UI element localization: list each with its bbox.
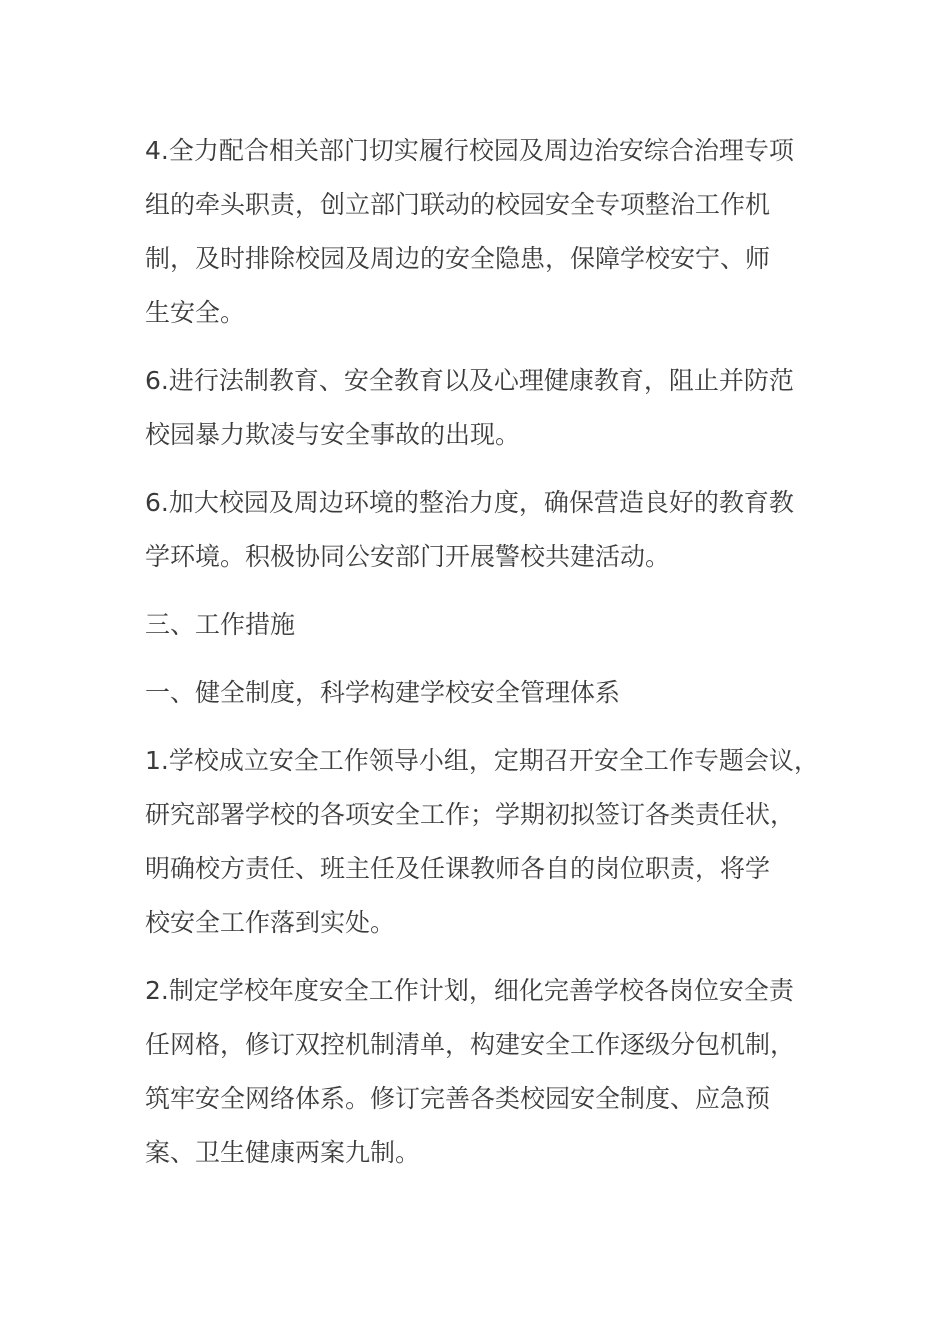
paragraph-line: 明确校方责任、班主任及任课教师各自的岗位职责，将学 [145, 854, 771, 883]
paragraph-line: 生安全。 [145, 298, 246, 327]
paragraph-item-2 [145, 964, 835, 1180]
section-heading-measures [145, 598, 835, 652]
paragraph-line: 制，及时排除校园及周边的安全隐患，保障学校安宁、师 [145, 244, 771, 273]
section-heading-text: 三、工作措施 [145, 610, 296, 639]
paragraph-line: 4.全力配合相关部门切实履行校园及周边治安综合治理专项 [145, 136, 794, 165]
subsection-heading-system [145, 666, 835, 720]
paragraph-item-6b [145, 476, 835, 584]
paragraph-line: 2.制定学校年度安全工作计划，细化完善学校各岗位安全责 [145, 976, 794, 1005]
paragraph-item-6a [145, 354, 835, 462]
paragraph-item-1 [145, 734, 835, 950]
paragraph-line: 学环境。积极协同公安部门开展警校共建活动。 [145, 542, 671, 571]
paragraph-line: 6.加大校园及周边环境的整治力度，确保营造良好的教育教 [145, 488, 794, 517]
paragraph-item-4 [145, 124, 835, 340]
paragraph-line: 任网格，修订双控机制清单，构建安全工作逐级分包机制， [145, 1030, 796, 1059]
paragraph-line: 组的牵头职责，创立部门联动的校园安全专项整治工作机 [145, 190, 771, 219]
paragraph-line: 校园暴力欺凌与安全事故的出现。 [145, 420, 521, 449]
paragraph-line: 筑牢安全网络体系。修订完善各类校园安全制度、应急预 [145, 1084, 771, 1113]
paragraph-line: 校安全工作落到实处。 [145, 908, 396, 937]
paragraph-line: 1.学校成立安全工作领导小组，定期召开安全工作专题会议， [145, 746, 819, 775]
subsection-heading-text: 一、健全制度，科学构建学校安全管理体系 [145, 678, 621, 707]
paragraph-line: 研究部署学校的各项安全工作；学期初拟签订各类责任状， [145, 800, 796, 829]
paragraph-line: 案、卫生健康两案九制。 [145, 1138, 421, 1167]
document-body [145, 124, 835, 1194]
paragraph-line: 6.进行法制教育、安全教育以及心理健康教育，阻止并防范 [145, 366, 794, 395]
